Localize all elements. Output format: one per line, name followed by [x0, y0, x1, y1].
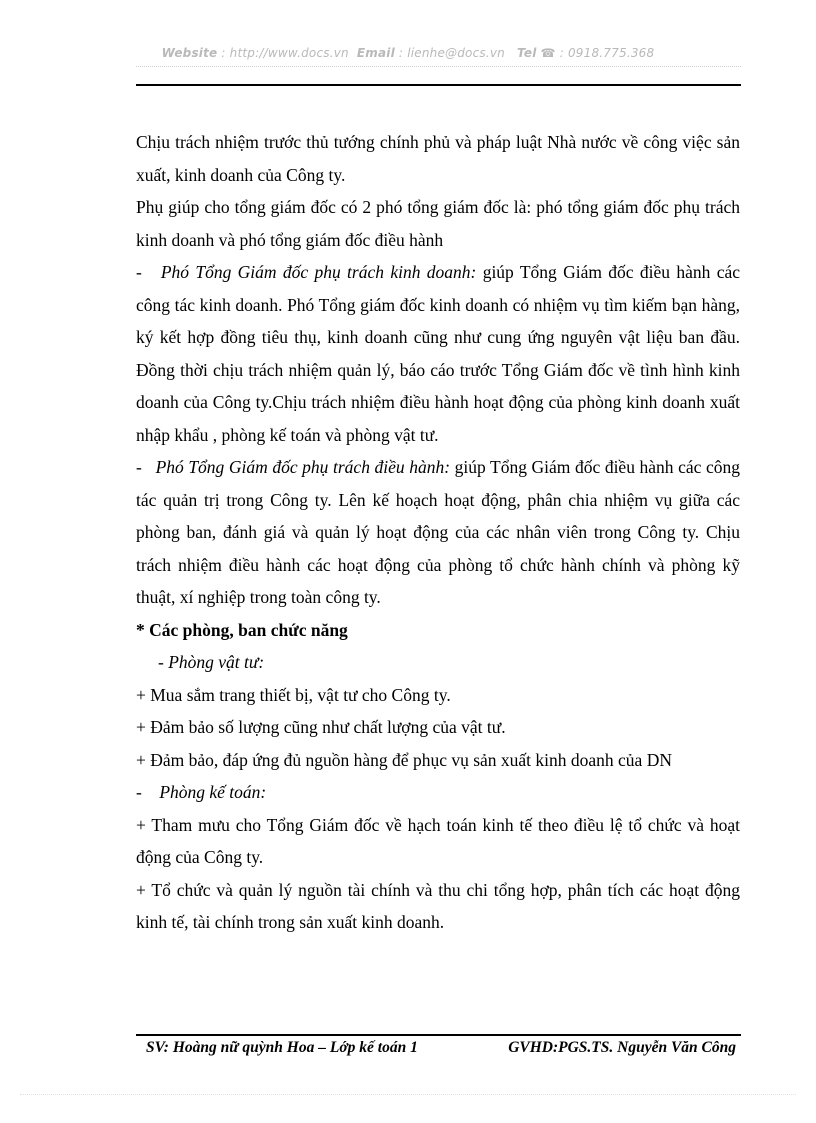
list-item-3: + Đảm bảo, đáp ứng đủ nguồn hàng để phục vụ sản xuất kinh doanh của DN — [136, 749, 672, 770]
subheading-vat-tu: - Phòng vật tư: — [158, 652, 265, 672]
tel-value: ☎ : 0918.775.368 — [536, 46, 655, 60]
tel-label: Tel — [517, 46, 537, 60]
paragraph-2: Phụ giúp cho tổng giám đốc có 2 phó tổng giám đốc là: phó tổng giám đốc phụ trách kinh doanh và phó tổng giám đốc điều hành — [136, 197, 740, 250]
website-label: Website — [161, 46, 218, 60]
paragraph-3-lead: Phó Tổng Giám đốc phụ trách kinh doanh: — [160, 262, 477, 282]
list-item-4: + Tham mưu cho Tổng Giám đốc về hạch toán kinh tế theo điều lệ tổ chức và hoạt động của Công ty. — [136, 814, 740, 867]
footer-student: SV: Hoàng nữ quỳnh Hoa – Lớp kế toán 1 — [146, 1039, 418, 1056]
header-rule — [136, 84, 741, 86]
document-body — [136, 126, 740, 939]
email-value: : lienhe@docs.vn — [394, 46, 505, 60]
paragraph-3-text: giúp Tổng Giám đốc điều hành các công tác kinh doanh. Phó Tổng giám đốc kinh doanh có nhiệm vụ tìm kiếm bạn hàng, ký kết hợp đồng tiêu thụ, kinh doanh cũng như cung ứng nguyên vật liệu ban đầu. Đồng thời chịu trách nhiệm quản lý, báo cáo trước Tổng Giám đốc về tình hình kinh doanh của Công ty.Chịu trách nhiệm điều hành hoạt động của phòng kinh doanh xuất nhập khẩu , phòng kế toán và phòng vật tư. — [136, 262, 740, 445]
footer — [146, 1039, 736, 1057]
footer-rule — [136, 1034, 741, 1036]
header-watermark — [0, 46, 816, 60]
paragraph-4-lead: Phó Tổng Giám đốc phụ trách điều hành: — [155, 457, 451, 477]
subheading-ke-toan: Phòng kế toán: — [159, 782, 267, 802]
paragraph-1: Chịu trách nhiệm trước thủ tướng chính phủ và pháp luật Nhà nước về công việc sản xuất, kinh doanh của Công ty. — [136, 132, 740, 185]
paragraph-3: - Phó Tổng Giám đốc phụ trách kinh doanh: giúp Tổng Giám đốc điều hành các công tác kinh doanh. Phó Tổng giám đốc kinh doanh có nhiệm vụ tìm kiếm bạn hàng, ký kết hợp đồng tiêu thụ, kinh doanh cũng như cung ứng nguyên vật liệu ban đầu. Đồng thời chịu trách nhiệm quản lý, báo cáo trước Tổng Giám đốc về tình hình kinh doanh của Công ty.Chịu trách nhiệm điều hành hoạt động của phòng kinh doanh xuất nhập khẩu , phòng kế toán và phòng vật tư. — [136, 262, 740, 445]
list-item-1: + Mua sắm trang thiết bị, vật tư cho Công ty. — [136, 684, 451, 705]
list-item-2: + Đảm bảo số lượng cũng như chất lượng của vật tư. — [136, 717, 506, 737]
paragraph-4: - Phó Tổng Giám đốc phụ trách điều hành: giúp Tổng Giám đốc điều hành các công tác quản trị trong Công ty. Lên kế hoạch hoạt động, phân chia nhiệm vụ giữa các phòng ban, đánh giá và quản lý hoạt động của các nhân viên trong Công ty. Chịu trách nhiệm điều hành các hoạt động của phòng tổ chức hành chính và phòng kỹ thuật, xí nghiệp trong toàn công ty. — [136, 457, 741, 607]
bottom-dotted-border — [20, 1094, 796, 1095]
list-item-5: + Tổ chức và quản lý nguồn tài chính và thu chi tổng hợp, phân tích các hoạt động kinh tế, tài chính trong sản xuất kinh doanh. — [136, 879, 740, 932]
subheading-ke-toan-line: - Phòng kế toán: — [136, 782, 267, 802]
section-heading: * Các phòng, ban chức năng — [136, 619, 348, 640]
paragraph-4-text: giúp Tổng Giám đốc điều hành các công tác quản trị trong Công ty. Lên kế hoạch hoạt động, phân chia nhiệm vụ giữa các phòng ban, đánh giá và quản lý hoạt động của các nhân viên trong Công ty. Chịu trách nhiệm điều hành các hoạt động của phòng tổ chức hành chính và phòng kỹ thuật, xí nghiệp trong toàn công ty. — [136, 457, 741, 607]
website-value: : http://www.docs.vn — [217, 46, 349, 60]
footer-advisor: GVHD:PGS.TS. Nguyễn Văn Công — [508, 1039, 736, 1056]
header-dotted-divider — [136, 66, 741, 67]
email-label: Email — [356, 46, 395, 60]
